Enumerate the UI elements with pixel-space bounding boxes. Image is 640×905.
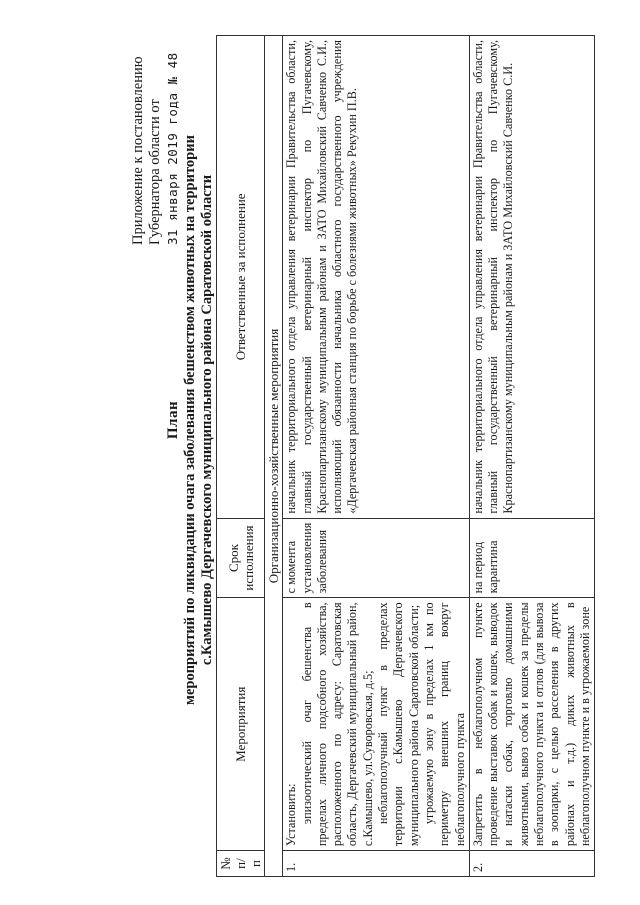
row-number: 2.: [469, 851, 594, 877]
action-paragraph: эпизоотический очаг бешенства в пределах личного подсобного хозяйства, расположенного по адресу: Саратовская область, Дергачевский муниципальный район, с.Камышево, ул.Суворовская, д.5;: [299, 602, 375, 847]
responsible-text: начальник территориального отдела управления ветеринарии Правительства области, главный государственный ветеринарный инспектор по Пугачевскому, Краснопартизанскому муниципальным районам и ЗАТО Михайловский Савченко С.И.: [470, 40, 516, 514]
header-action: Мероприятия: [217, 598, 265, 851]
row-action: [469, 598, 594, 851]
action-paragraph: Запретить в неблагополучном пункте проведение выставок собак и кошек, выводок и натаски собак, торговлю домашними животными, вывоз собак и кошек за пределы неблагополучного пункта и отлов (для вывоза в зоопарки, с целью расселения в других районах и т.д.) диких животных в неблагополучном пункте и в угрожаемой зоне: [470, 602, 592, 847]
appendix-line-2: Губернатора области от: [147, 99, 163, 245]
table-row: [283, 36, 470, 877]
section-row: [265, 36, 283, 877]
row-action: [283, 598, 470, 851]
action-paragraph: Установить:: [284, 783, 299, 847]
table-header-row: [217, 36, 265, 877]
section-title: Организационно-хозяйственные мероприятия: [265, 36, 283, 877]
plan-title: План: [165, 400, 181, 440]
header-term: Срок исполнения: [217, 518, 265, 598]
plan-subtitle-1: мероприятий по ликвидации очага заболевания бешенством животных на территории: [182, 135, 198, 705]
responsible-text: начальник территориального отдела управления ветеринарии Правительства области, главный государственный ветеринарный инспектор по Пугачевскому, Краснопартизанскому муниципальным районам и ЗАТО Михайловский Савченко С.И., исполняющий обязанности начальника областного государственного учреждения «Дергачевская районная станция по борьбе с болезнями животных» Рекухин П.В.: [284, 40, 360, 514]
plan-subtitle-2: с.Камышево Дергачевского муниципального района Саратовской области: [199, 174, 215, 666]
appendix-date: 31 января 2019 года № 48: [165, 52, 180, 245]
plan-table: [216, 35, 595, 877]
row-responsible: [283, 36, 470, 519]
table-row: [469, 36, 594, 877]
header-responsible: Ответственные за исполнение: [217, 36, 265, 519]
action-paragraph: угрожаемую зону в пределах 1 км по периметру внешних границ вокруг неблагополучного пункта: [421, 602, 467, 847]
header-num: № п/п: [217, 851, 265, 877]
plan-heading: [165, 75, 216, 765]
row-responsible: [469, 36, 594, 519]
action-paragraph: неблагополучный пункт в пределах территории с.Камышево Дергачевского муниципального района Саратовской области;: [376, 602, 421, 847]
row-term: с момента установления заболевания: [283, 518, 470, 598]
row-number: 1.: [283, 851, 470, 877]
appendix-line-1: Приложение к постановлению: [130, 56, 146, 245]
row-term: на период карантина: [469, 518, 594, 598]
